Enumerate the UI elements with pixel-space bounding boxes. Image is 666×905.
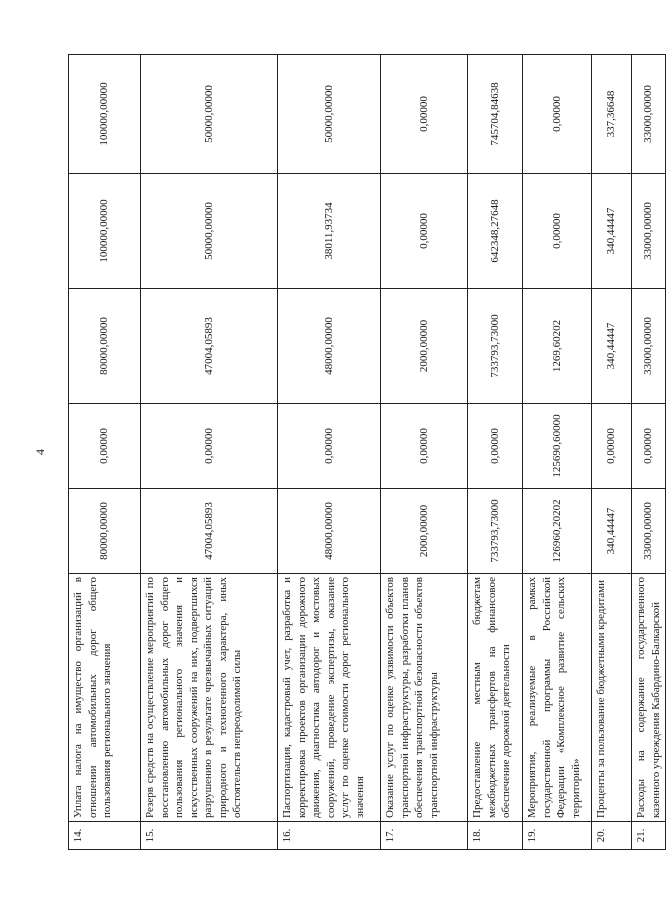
value-cell: 125690,60000 [523, 404, 592, 489]
value-cell: 50000,00000 [141, 174, 278, 289]
table-row [69, 55, 141, 850]
value-cell: 340,44447 [592, 174, 632, 289]
value-cell: 2000,00000 [381, 289, 468, 404]
row-number: 19. [523, 822, 592, 850]
value-cell: 80000,00000 [69, 489, 141, 574]
row-number: 14. [69, 822, 141, 850]
value-cell: 0,00000 [381, 174, 468, 289]
value-cell: 2000,00000 [381, 489, 468, 574]
row-number: 21. [632, 822, 666, 850]
value-cell: 100000,00000 [69, 55, 141, 174]
budget-table [68, 54, 666, 850]
value-cell: 733793,73000 [468, 489, 523, 574]
row-name: Предоставление местным бюджетам межбюджетных трансфертов на финансовое обеспечение дорожной деятельности [468, 574, 523, 822]
row-number: 17. [381, 822, 468, 850]
value-cell: 48000,00000 [278, 289, 381, 404]
row-name: Проценты за пользование бюджетными кредитами [592, 574, 632, 822]
value-cell: 33000,00000 [632, 55, 666, 174]
value-cell: 47004,05893 [141, 489, 278, 574]
value-cell: 340,44447 [592, 489, 632, 574]
row-name: Паспортизация, кадастровый учет, разработка и корректировка проектов организации дорожного движения, диагностика автодорог и мостовых сооружений, проведение экспертизы, оказание услуг по оценке стоимости дорог регионального значения [278, 574, 381, 822]
value-cell: 337,36648 [592, 55, 632, 174]
value-cell: 1269,60202 [523, 289, 592, 404]
value-cell: 33000,00000 [632, 489, 666, 574]
value-cell: 0,00000 [278, 404, 381, 489]
table-row [381, 55, 468, 850]
row-number: 18. [468, 822, 523, 850]
row-name: Мероприятия, реализуемые в рамках государственной программы Российской Федерации «Комплексное развитие сельских территорий» [523, 574, 592, 822]
value-cell: 733793,73000 [468, 289, 523, 404]
value-cell: 47004,05893 [141, 289, 278, 404]
value-cell: 38011,93734 [278, 174, 381, 289]
value-cell: 0,00000 [381, 404, 468, 489]
row-name: Уплата налога на имущество организаций в отношении автомобильных дорог общего пользования регионального значения [69, 574, 141, 822]
table-row [278, 55, 381, 850]
value-cell: 340,44447 [592, 289, 632, 404]
table-row [141, 55, 278, 850]
value-cell: 0,00000 [468, 404, 523, 489]
value-cell: 50000,00000 [278, 55, 381, 174]
value-cell: 48000,00000 [278, 489, 381, 574]
row-name: Резерв средств на осуществление мероприятий по восстановлению автомобильных дорог общего пользования регионального значения и искусственных сооружений на них, подвергшихся разрушению в результате чрезвычайных ситуаций природного и техногенного характера, иных обстоятельств непреодолимой силы [141, 574, 278, 822]
value-cell: 50000,00000 [141, 55, 278, 174]
value-cell: 0,00000 [141, 404, 278, 489]
table-row [592, 55, 632, 850]
value-cell: 100000,00000 [69, 174, 141, 289]
table-row [632, 55, 666, 850]
row-number: 16. [278, 822, 381, 850]
page-number: 4 [33, 449, 47, 455]
row-name: Расходы на содержание государственного казенного учреждения Кабардино-Балкарской [632, 574, 666, 822]
table-row [468, 55, 523, 850]
value-cell: 0,00000 [381, 55, 468, 174]
rotated-table-container [68, 55, 662, 850]
value-cell: 80000,00000 [69, 289, 141, 404]
table-row [523, 55, 592, 850]
value-cell: 745704,84638 [468, 55, 523, 174]
row-number: 20. [592, 822, 632, 850]
value-cell: 0,00000 [632, 404, 666, 489]
value-cell: 33000,00000 [632, 174, 666, 289]
value-cell: 0,00000 [592, 404, 632, 489]
row-name: Оказание услуг по оценке уязвимости объектов транспортной инфраструктуры, разработки планов обеспечения транспортной безопасности объектов транспортной инфраструктуры [381, 574, 468, 822]
value-cell: 0,00000 [523, 174, 592, 289]
value-cell: 126960,20202 [523, 489, 592, 574]
value-cell: 33000,00000 [632, 289, 666, 404]
value-cell: 0,00000 [523, 55, 592, 174]
value-cell: 642348,27648 [468, 174, 523, 289]
row-number: 15. [141, 822, 278, 850]
value-cell: 0,00000 [69, 404, 141, 489]
